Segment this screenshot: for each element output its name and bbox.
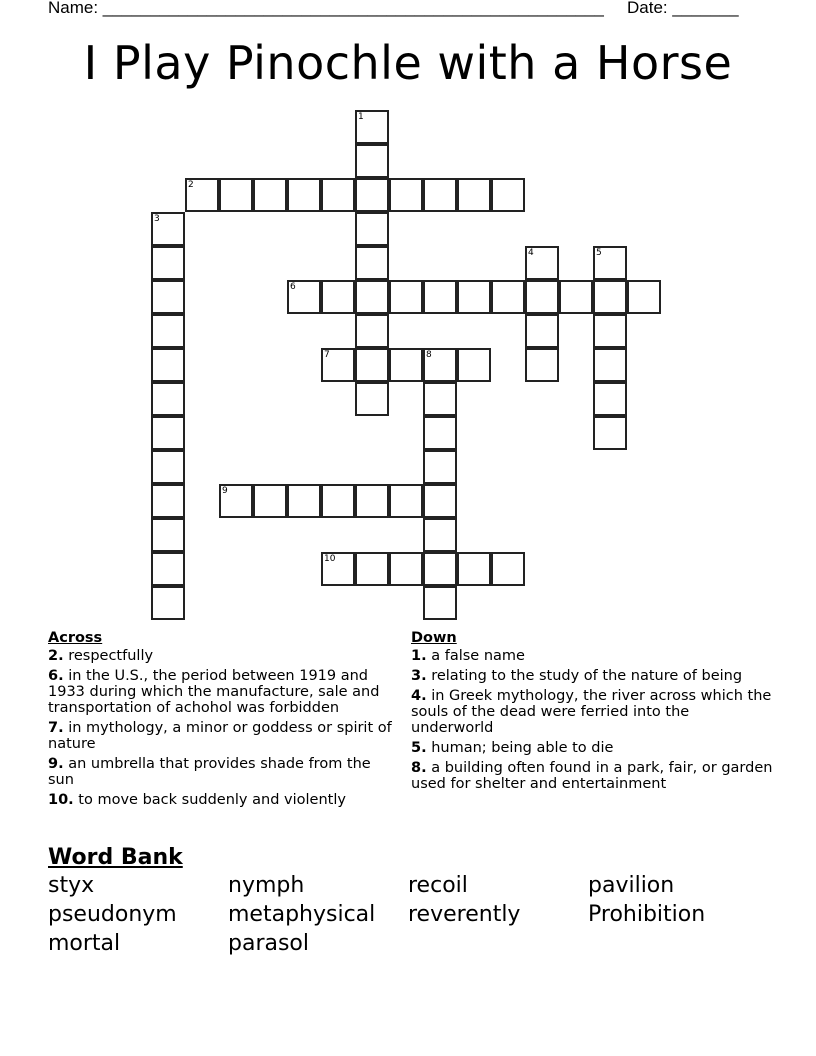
clue-number: 7. <box>48 720 64 736</box>
grid-cell[interactable] <box>151 552 185 586</box>
down-clues <box>411 630 776 796</box>
clue-item <box>48 648 398 664</box>
grid-cell[interactable] <box>151 518 185 552</box>
grid-cell[interactable] <box>151 280 185 314</box>
grid-cell[interactable] <box>593 246 627 280</box>
grid-cell[interactable] <box>355 348 389 382</box>
grid-cell[interactable] <box>423 552 457 586</box>
cell-number: 10 <box>324 554 336 564</box>
grid-cell[interactable] <box>423 382 457 416</box>
grid-cell[interactable] <box>423 450 457 484</box>
clue-text: respectfully <box>68 648 154 664</box>
grid-cell[interactable] <box>627 280 661 314</box>
clue-number: 6. <box>48 668 64 684</box>
grid-cell[interactable] <box>321 552 355 586</box>
grid-cell[interactable] <box>355 144 389 178</box>
clue-text: to move back suddenly and violently <box>78 792 346 808</box>
word-bank-item: nymph <box>228 873 305 898</box>
clue-text: in mythology, a minor or goddess or spirit of nature <box>48 720 392 752</box>
date-field[interactable]: Date: _______ <box>627 0 739 17</box>
grid-cell[interactable] <box>457 280 491 314</box>
word-bank-item: parasol <box>228 931 310 956</box>
grid-cell[interactable] <box>321 178 355 212</box>
grid-cell[interactable] <box>355 110 389 144</box>
grid-cell[interactable] <box>491 552 525 586</box>
grid-cell[interactable] <box>423 416 457 450</box>
grid-cell[interactable] <box>151 314 185 348</box>
clue-text: in the U.S., the period between 1919 and 1933 during which the manufacture, sale and transportation of achohol was forbidden <box>48 668 380 716</box>
grid-cell[interactable] <box>151 382 185 416</box>
grid-cell[interactable] <box>219 178 253 212</box>
grid-cell[interactable] <box>253 178 287 212</box>
clue-number: 10. <box>48 792 74 808</box>
cell-number: 7 <box>324 350 330 360</box>
grid-cell[interactable] <box>389 552 423 586</box>
cell-number: 9 <box>222 486 228 496</box>
across-clues <box>48 630 398 812</box>
grid-cell[interactable] <box>355 280 389 314</box>
grid-cell[interactable] <box>593 382 627 416</box>
grid-cell[interactable] <box>321 280 355 314</box>
clue-text: in Greek mythology, the river across which the souls of the dead were ferried into the underworld <box>411 688 772 736</box>
grid-cell[interactable] <box>457 348 491 382</box>
grid-cell[interactable] <box>287 484 321 518</box>
cell-number: 5 <box>596 248 602 258</box>
grid-cell[interactable] <box>525 314 559 348</box>
clue-number: 2. <box>48 648 64 664</box>
grid-cell[interactable] <box>151 484 185 518</box>
word-bank-item: pavilion <box>588 873 675 898</box>
word-bank-item: pseudonym <box>48 902 177 927</box>
grid-cell[interactable] <box>525 280 559 314</box>
cell-number: 8 <box>426 350 432 360</box>
grid-cell[interactable] <box>525 348 559 382</box>
grid-cell[interactable] <box>423 348 457 382</box>
word-bank-item: metaphysical <box>228 902 376 927</box>
grid-cell[interactable] <box>423 484 457 518</box>
grid-cell[interactable] <box>389 484 423 518</box>
word-bank-title: Word Bank <box>48 845 183 870</box>
clue-number: 4. <box>411 688 427 704</box>
grid-cell[interactable] <box>525 246 559 280</box>
clue-item <box>48 668 398 716</box>
word-bank <box>48 874 788 956</box>
grid-cell[interactable] <box>151 450 185 484</box>
grid-cell[interactable] <box>491 178 525 212</box>
grid-cell[interactable] <box>389 348 423 382</box>
grid-cell[interactable] <box>151 212 185 246</box>
clue-item <box>411 740 776 756</box>
clue-text: relating to the study of the nature of being <box>431 668 743 684</box>
grid-cell[interactable] <box>321 484 355 518</box>
word-bank-item: Prohibition <box>588 902 706 927</box>
grid-cell[interactable] <box>151 586 185 620</box>
page-title: I Play Pinochle with a Horse <box>83 36 733 90</box>
grid-cell[interactable] <box>355 484 389 518</box>
grid-cell[interactable] <box>593 416 627 450</box>
grid-cell[interactable] <box>219 484 253 518</box>
grid-cell[interactable] <box>355 212 389 246</box>
clue-text: an umbrella that provides shade from the sun <box>48 756 371 788</box>
grid-cell[interactable] <box>593 314 627 348</box>
grid-cell[interactable] <box>423 280 457 314</box>
grid-cell[interactable] <box>423 178 457 212</box>
grid-cell[interactable] <box>423 518 457 552</box>
grid-cell[interactable] <box>355 382 389 416</box>
grid-cell[interactable] <box>287 280 321 314</box>
clue-number: 9. <box>48 756 64 772</box>
grid-cell[interactable] <box>355 314 389 348</box>
grid-cell[interactable] <box>593 280 627 314</box>
clue-item <box>48 756 398 788</box>
cell-number: 4 <box>528 248 534 258</box>
cell-number: 3 <box>154 214 160 224</box>
grid-cell[interactable] <box>287 178 321 212</box>
clue-number: 3. <box>411 668 427 684</box>
clue-text: a false name <box>431 648 525 664</box>
grid-cell[interactable] <box>355 246 389 280</box>
clue-number: 8. <box>411 760 427 776</box>
across-heading: Across <box>48 630 103 646</box>
word-bank-item: styx <box>48 873 95 898</box>
grid-cell[interactable] <box>355 552 389 586</box>
name-field[interactable]: Name: _____________________________________________________ <box>48 0 604 17</box>
cell-number: 1 <box>358 112 364 122</box>
grid-cell[interactable] <box>491 280 525 314</box>
clue-item <box>411 688 776 736</box>
clue-item <box>411 760 776 792</box>
grid-cell[interactable] <box>151 246 185 280</box>
grid-cell[interactable] <box>457 178 491 212</box>
grid-cell[interactable] <box>389 178 423 212</box>
clue-text: a building often found in a park, fair, or garden used for shelter and entertainment <box>411 760 773 792</box>
grid-cell[interactable] <box>151 416 185 450</box>
grid-cell[interactable] <box>423 586 457 620</box>
grid-cell[interactable] <box>457 552 491 586</box>
clue-item <box>48 720 398 752</box>
cell-number: 6 <box>290 282 296 292</box>
grid-cell[interactable] <box>389 280 423 314</box>
clue-number: 5. <box>411 740 427 756</box>
cell-number: 2 <box>188 180 194 190</box>
word-bank-item: mortal <box>48 931 121 956</box>
grid-cell[interactable] <box>185 178 219 212</box>
grid-cell[interactable] <box>321 348 355 382</box>
clue-item <box>411 648 776 664</box>
down-heading: Down <box>411 630 457 646</box>
grid-cell[interactable] <box>151 348 185 382</box>
grid-cell[interactable] <box>559 280 593 314</box>
grid-cell[interactable] <box>253 484 287 518</box>
grid-cell[interactable] <box>355 178 389 212</box>
clue-item <box>411 668 776 684</box>
grid-cell[interactable] <box>593 348 627 382</box>
clue-number: 1. <box>411 648 427 664</box>
word-bank-item: recoil <box>408 873 468 898</box>
word-bank-item: reverently <box>408 902 521 927</box>
clue-item <box>48 792 398 808</box>
clue-text: human; being able to die <box>431 740 614 756</box>
